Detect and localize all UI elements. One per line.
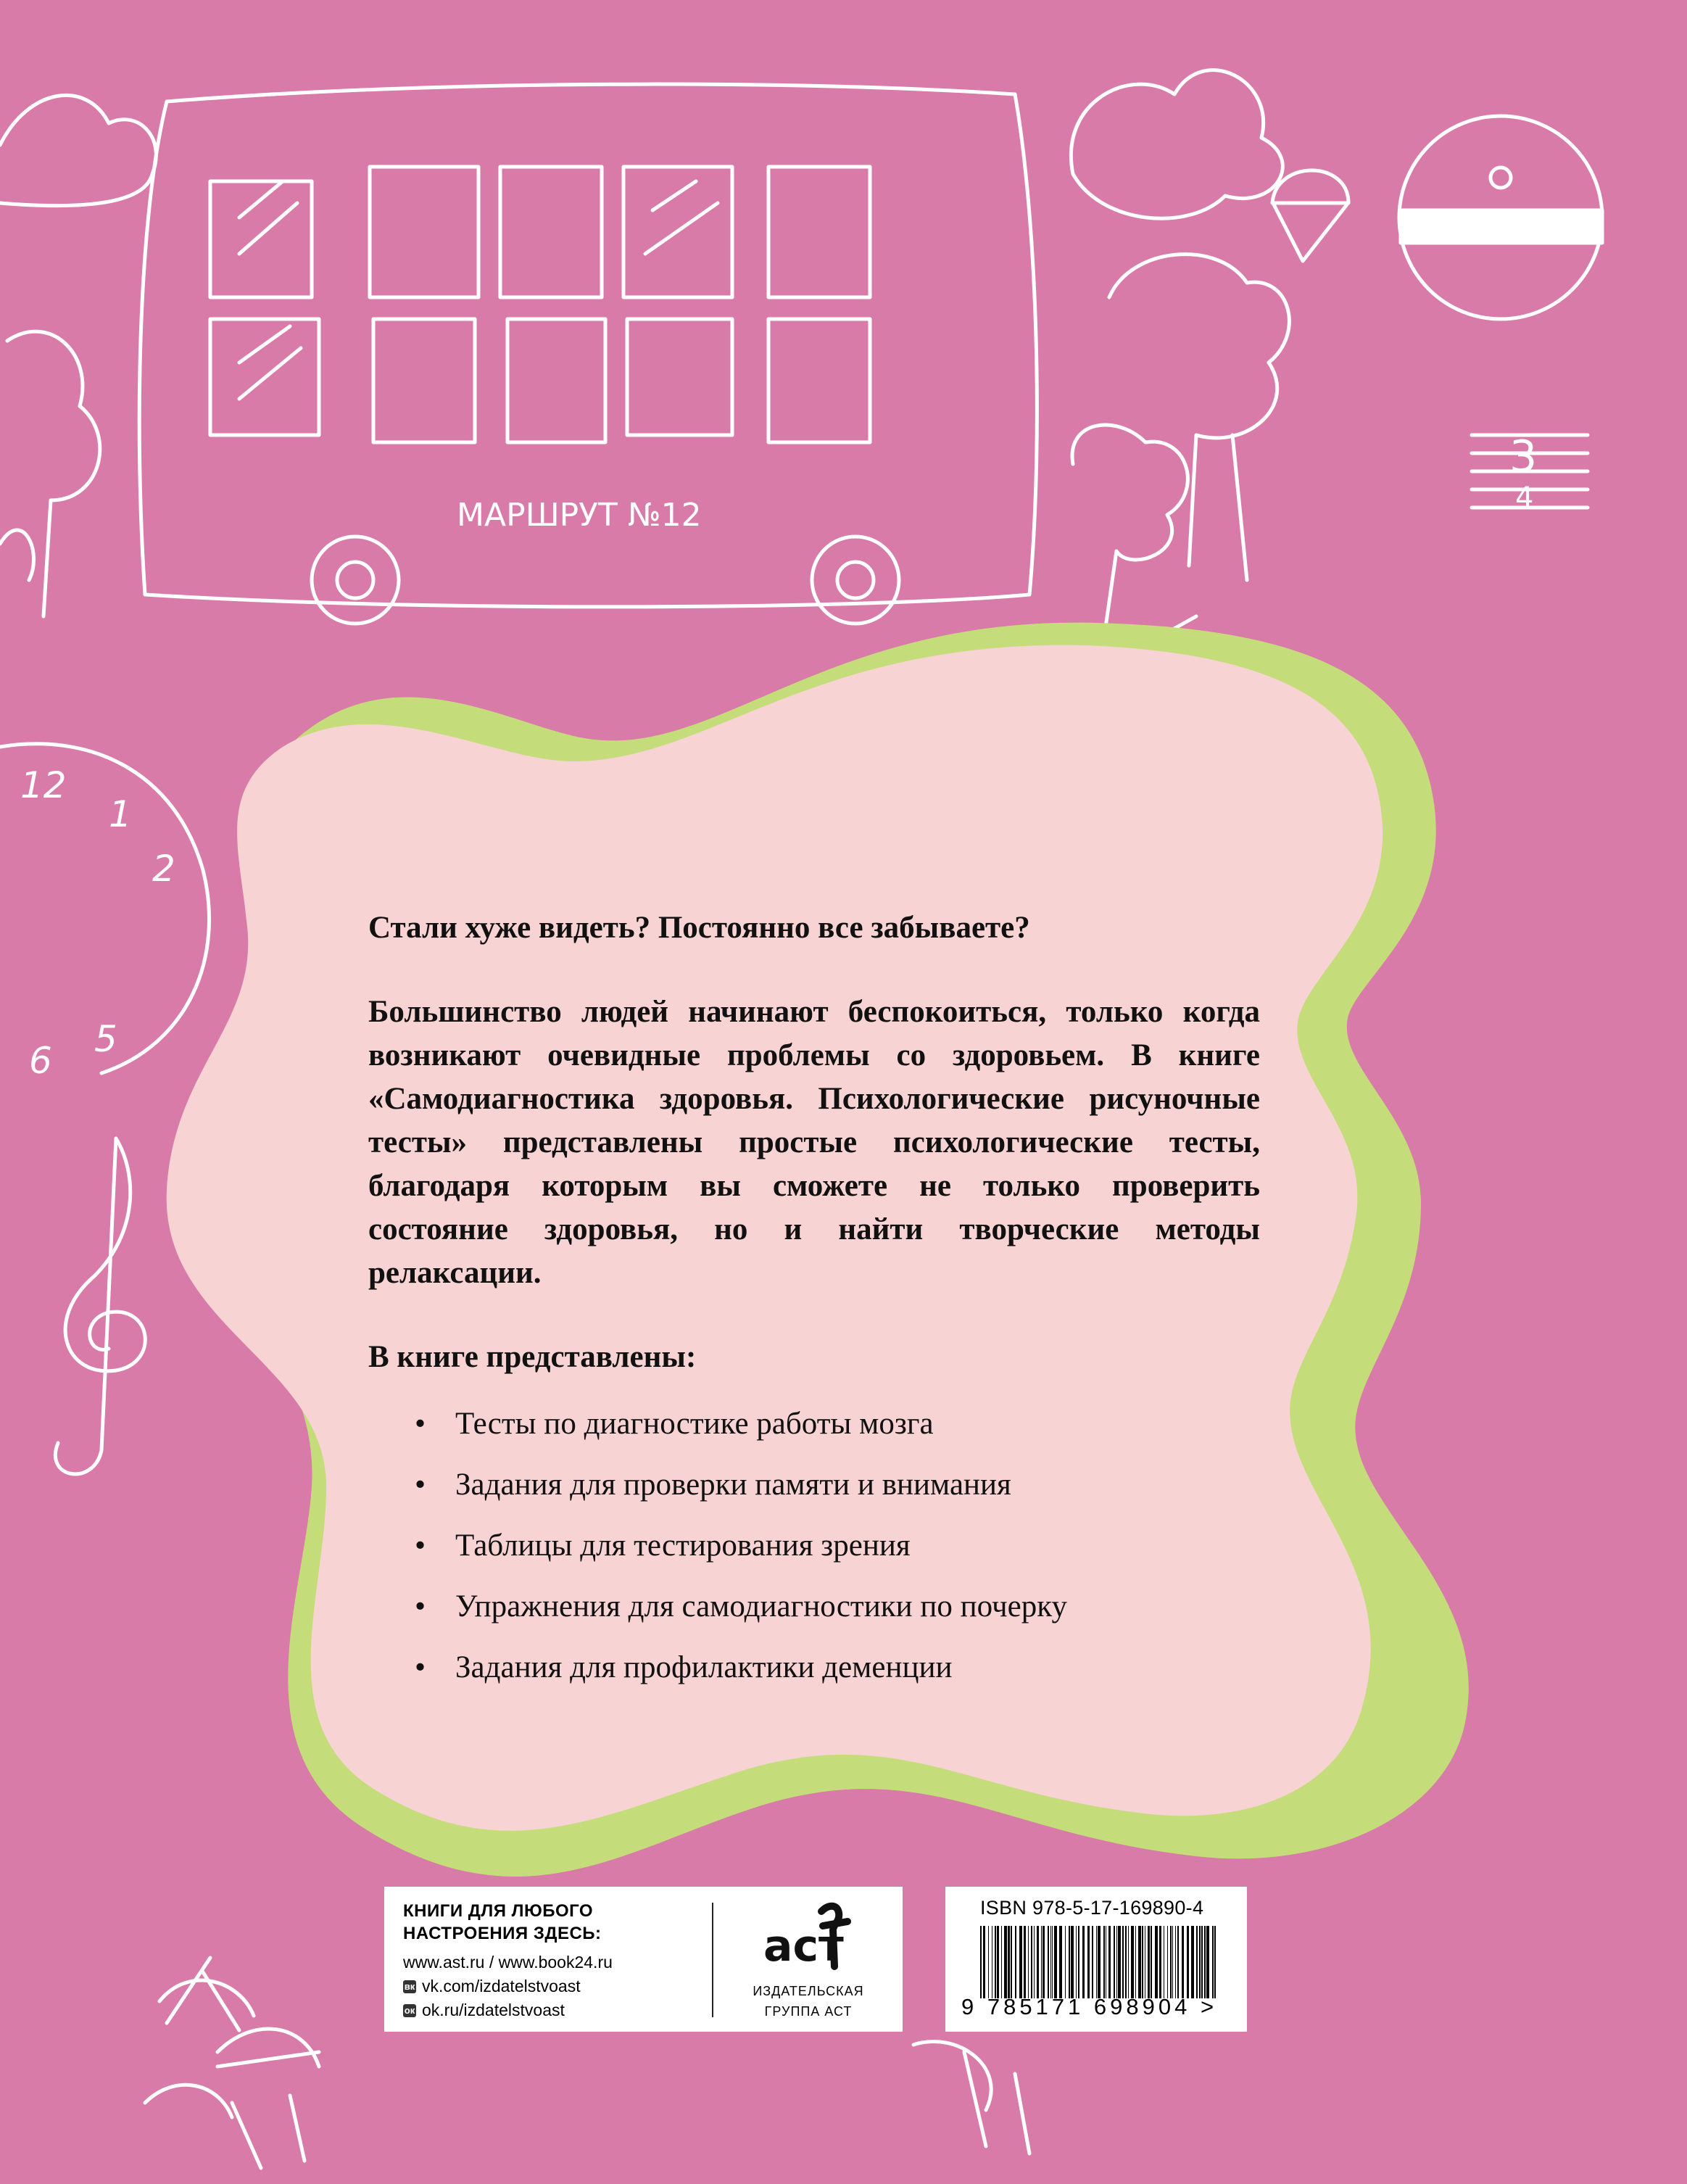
list-item xyxy=(415,1394,1260,1455)
feature-text: Упражнения для самодиагностики по почерку xyxy=(455,1589,1068,1623)
bus-sign: МАРШРУТ №12 xyxy=(457,497,702,534)
barcode-bar xyxy=(997,1926,999,1998)
bullet: • xyxy=(415,1589,426,1623)
list-item xyxy=(415,1637,1260,1698)
barcode-bar xyxy=(1031,1926,1032,1998)
promo-sites-link[interactable] xyxy=(403,1951,722,1974)
barcode-bar xyxy=(1175,1926,1176,1998)
barcode-bar xyxy=(1048,1926,1049,1998)
bullet: • xyxy=(415,1650,426,1684)
promo-text xyxy=(403,1900,722,2022)
barcode-bars xyxy=(980,1926,1219,1998)
time-signature-bottom: 4 xyxy=(1515,481,1534,515)
feature-text: Задания для профилактики деменции xyxy=(455,1650,953,1684)
barcode-bar xyxy=(1122,1926,1124,1998)
blurb-question: Стали хуже видеть? Постоянно все забываете? xyxy=(368,911,1030,945)
barcode-bar xyxy=(1212,1926,1214,1998)
barcode-bar xyxy=(1043,1926,1045,1998)
bullet: • xyxy=(415,1407,426,1441)
feature-text: Задания для проверки памяти и внимания xyxy=(455,1468,1011,1502)
bus-drawing xyxy=(139,84,1037,624)
barcode-bar xyxy=(1041,1926,1042,1998)
list-item xyxy=(415,1515,1260,1576)
barcode-bar xyxy=(1052,1926,1053,1998)
promo-vk-text: vk.com/izdatelstvoast xyxy=(422,1977,581,1995)
barcode-bar xyxy=(1201,1926,1203,1998)
blurb-text xyxy=(368,906,1260,1698)
barcode-bar xyxy=(1167,1926,1168,1998)
blurb-paragraph: Большинство людей начинают беспокоиться, только когда возникают очевидные проблемы со здоровьем. В книге «Самодиагностика здоровья. Психологические рисуночные тесты» представлены простые психологические тесты, благодаря которым вы сможете не только проверить состояние здоровья, но и найти творческие методы релаксации. xyxy=(368,995,1260,1290)
bullet: • xyxy=(415,1468,426,1502)
barcode-bar xyxy=(1151,1926,1152,1998)
publisher-promo-box xyxy=(384,1887,903,2032)
barcode-bar xyxy=(1078,1926,1079,1998)
clock-number: 1 xyxy=(109,793,132,835)
barcode-bar xyxy=(1001,1926,1002,1998)
ast-logo-icon xyxy=(758,1897,859,1977)
promo-ok-link[interactable] xyxy=(403,1998,722,2022)
barcode-bar xyxy=(1138,1926,1141,1998)
barcode-bar xyxy=(1142,1926,1143,1998)
barcode-bar xyxy=(1024,1926,1026,1998)
barcode-bar xyxy=(1206,1926,1209,1998)
barcode-bar xyxy=(1125,1926,1127,1998)
list-item xyxy=(415,1455,1260,1515)
barcode-bar xyxy=(1050,1926,1051,1998)
barcode-bar xyxy=(1155,1926,1158,1998)
time-signature-top: 3 xyxy=(1509,431,1538,482)
promo-divider xyxy=(712,1903,713,2017)
barcode-bar xyxy=(1196,1926,1198,1998)
ok-icon: ок xyxy=(404,2004,415,2016)
promo-title: НАСТРОЕНИЯ ЗДЕСЬ: xyxy=(403,1924,602,1943)
barcode-bar xyxy=(1028,1926,1029,1998)
barcode-bar xyxy=(1019,1926,1022,1998)
promo-vk-link[interactable] xyxy=(403,1974,722,1998)
cloud-left xyxy=(0,95,156,205)
barcode-bar xyxy=(1065,1926,1066,1998)
isbn-label: ISBN 978-5-17-169890-4 xyxy=(980,1897,1204,1919)
clock-number: 2 xyxy=(152,848,175,890)
barcode-bar xyxy=(1114,1926,1115,1998)
isbn-barcode-box xyxy=(945,1887,1247,2032)
barcode-bar xyxy=(1015,1926,1016,1998)
clock-number: 5 xyxy=(94,1018,117,1060)
barcode-bar xyxy=(1037,1926,1039,1998)
promo-sites-text: www.ast.ru / www.book24.ru xyxy=(403,1953,613,1972)
barcode-bar xyxy=(983,1926,985,1998)
publisher-logo xyxy=(725,1897,892,2024)
publisher-name: ГРУППА АСТ xyxy=(764,2004,853,2019)
treble-clef-drawing xyxy=(55,1138,145,1474)
scribble-drawing xyxy=(145,1958,319,2168)
barcode-bar xyxy=(1071,1926,1074,1998)
barcode-bar xyxy=(1008,1926,1010,1998)
barcode-bar xyxy=(988,1926,989,1998)
barcode-bar xyxy=(1187,1926,1189,1998)
features-title: В книге представлены: xyxy=(368,1340,697,1374)
barcode-bar xyxy=(1054,1926,1057,1998)
clock-number: 12 xyxy=(20,764,67,806)
logo-text: аст xyxy=(763,1921,844,1972)
vk-icon: вк xyxy=(404,1980,415,1992)
barcode-bar xyxy=(1092,1926,1093,1998)
barcode-bar xyxy=(995,1926,996,1998)
barcode-bar xyxy=(1069,1926,1070,1998)
promo-title: КНИГИ ДЛЯ ЛЮБОГО xyxy=(403,1901,594,1921)
barcode-bar xyxy=(1059,1926,1062,1998)
bullet: • xyxy=(415,1529,426,1563)
list-item xyxy=(415,1576,1260,1637)
barcode-bar xyxy=(1116,1926,1117,1998)
barcode-bar xyxy=(1128,1926,1129,1998)
ice-cream-drawing xyxy=(1272,170,1348,261)
barcode-bar xyxy=(1098,1926,1101,1998)
promo-ok-text: ok.ru/izdatelstvoast xyxy=(422,2001,565,2019)
barcode-bar xyxy=(1204,1926,1206,1998)
barcode-bar xyxy=(1108,1926,1111,1998)
barcode-bar xyxy=(1087,1926,1090,1998)
barcode-bar xyxy=(1011,1926,1012,1998)
features-list xyxy=(368,1394,1260,1698)
barcode-bar xyxy=(1118,1926,1121,1998)
barcode-bar xyxy=(1096,1926,1097,1998)
barcode-bar xyxy=(1199,1926,1201,1998)
barcode-bar xyxy=(1103,1926,1105,1998)
publisher-name: ИЗДАТЕЛЬСКАЯ xyxy=(753,1984,864,1998)
barcode-bar xyxy=(1170,1926,1172,1998)
barcode-bar xyxy=(1034,1926,1035,1998)
barcode-bar xyxy=(1135,1926,1136,1998)
barcode-bar xyxy=(1172,1926,1173,1998)
cloud-right xyxy=(1071,70,1282,219)
barcode-bar xyxy=(1004,1926,1007,1998)
ean-digits: 9 785171 698904 > xyxy=(961,1994,1218,2019)
tree-left xyxy=(0,331,100,616)
clock-number: 6 xyxy=(29,1040,52,1082)
barcode-bar xyxy=(980,1926,982,1998)
barcode-bar xyxy=(1182,1926,1184,1998)
feature-text: Тесты по диагностике работы мозга xyxy=(455,1407,934,1441)
tree-right xyxy=(1072,255,1289,653)
barcode-bar xyxy=(1076,1926,1077,1998)
barcode-bar xyxy=(1191,1926,1194,1998)
barcode-bar xyxy=(1214,1926,1216,1998)
barcode-bar xyxy=(1159,1926,1161,1998)
scribble-drawing xyxy=(913,2042,1029,2154)
barcode-bar xyxy=(1177,1926,1179,1998)
barcode-bar xyxy=(1082,1926,1085,1998)
barcode-bar xyxy=(1148,1926,1150,1998)
barcode-bar xyxy=(1131,1926,1134,1998)
feature-text: Таблицы для тестирования зрения xyxy=(455,1529,911,1563)
